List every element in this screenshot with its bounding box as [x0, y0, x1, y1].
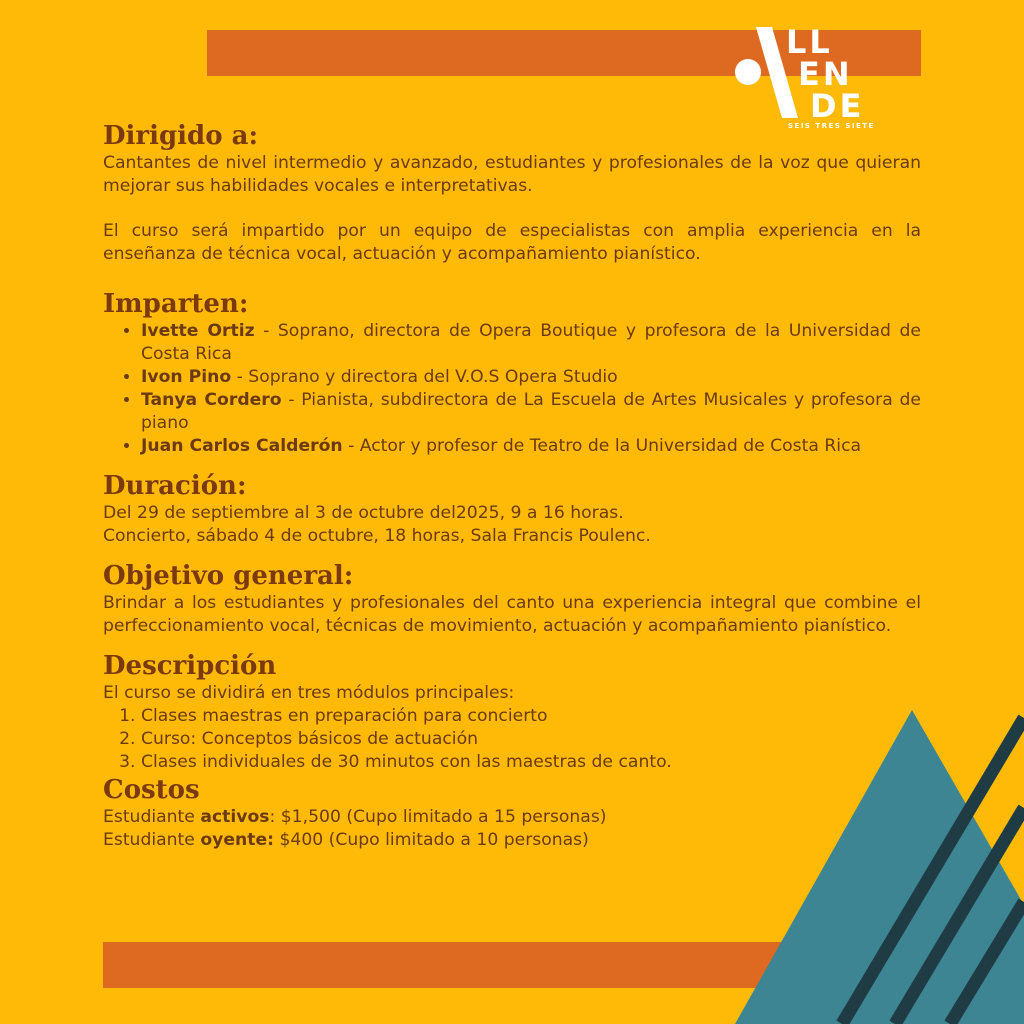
- heading-costos: Costos: [103, 775, 200, 805]
- cost-type: activos: [200, 807, 270, 827]
- objetivo-text: Brindar a los estudiantes y profesionales del canto una experiencia integral que combine el perfeccionamiento vocal, técnicas de movimiento, actuación y acompañamiento pianístico.: [103, 593, 921, 636]
- heading-imparten: Imparten:: [103, 289, 249, 319]
- cost-prefix: Estudiante: [103, 807, 201, 827]
- instructor-desc: - Soprano y directora del V.O.S Opera Studio: [231, 367, 618, 387]
- heading-objetivo: Objetivo general:: [103, 561, 354, 591]
- cost-prefix: Estudiante: [103, 830, 201, 850]
- logo-row-1: LL: [786, 23, 833, 61]
- module-item: 1. Clases maestras en preparación para concierto: [141, 705, 921, 728]
- heading-descripcion: Descripción: [103, 651, 277, 681]
- dirigido-paragraph-1: Cantantes de nivel intermedio y avanzado, estudiantes y profesionales de la voz que quieran mejorar sus habilidades vocales e interpretativas.: [103, 153, 921, 196]
- instructor-desc: - Actor y profesor de Teatro de la Universidad de Costa Rica: [342, 436, 862, 456]
- logo-tagline: SEIS TRES SIETE: [788, 122, 875, 130]
- instructor-item: [141, 320, 921, 366]
- instructor-desc: - Soprano, directora de Opera Boutique y profesora de la Universidad de Costa Rica: [141, 321, 921, 364]
- instructor-item: [141, 366, 921, 389]
- duracion-line-2: Concierto, sábado 4 de octubre, 18 horas, Sala Francis Poulenc.: [103, 526, 651, 546]
- bottom-accent-bar: [103, 942, 883, 988]
- instructor-name: Ivette Ortiz: [141, 321, 255, 341]
- dirigido-paragraph-2: El curso será impartido por un equipo de especialistas con amplia experiencia en la enseñanza de técnica vocal, actuación y acompañamiento pianístico.: [103, 221, 921, 264]
- heading-duracion: Duración:: [103, 471, 247, 501]
- instructor-desc: - Pianista, subdirectora de La Escuela de Artes Musicales y profesora de piano: [141, 390, 921, 433]
- cost-line-1: [103, 806, 921, 829]
- duracion-line-1: Del 29 de septiembre al 3 de octubre del2025, 9 a 16 horas.: [103, 503, 624, 523]
- heading-dirigido: Dirigido a:: [103, 121, 259, 151]
- instructor-name: Ivon Pino: [141, 367, 232, 387]
- cost-detail: $400 (Cupo limitado a 10 personas): [274, 830, 589, 850]
- logo-row-3: DE: [810, 87, 865, 125]
- cost-detail: : $1,500 (Cupo limitado a 15 personas): [269, 807, 607, 827]
- module-list: [103, 705, 921, 774]
- instructor-list: [103, 320, 921, 458]
- module-item: 3. Clases individuales de 30 minutos con las maestras de canto.: [141, 751, 921, 774]
- module-item: 2. Curso: Conceptos básicos de actuación: [141, 728, 921, 751]
- logo-row-2: EN: [798, 55, 853, 93]
- instructor-item: [141, 435, 921, 458]
- instructor-item: [141, 389, 921, 435]
- cost-type: oyente:: [200, 830, 274, 850]
- main-content: [103, 120, 921, 852]
- instructor-name: Juan Carlos Calderón: [141, 436, 343, 456]
- stripe-line-3: [950, 902, 1024, 1024]
- allende-logo: [730, 22, 890, 134]
- cost-line-2: [103, 829, 921, 852]
- descripcion-intro: El curso se dividirá en tres módulos principales:: [103, 683, 515, 703]
- instructor-name: Tanya Cordero: [141, 390, 282, 410]
